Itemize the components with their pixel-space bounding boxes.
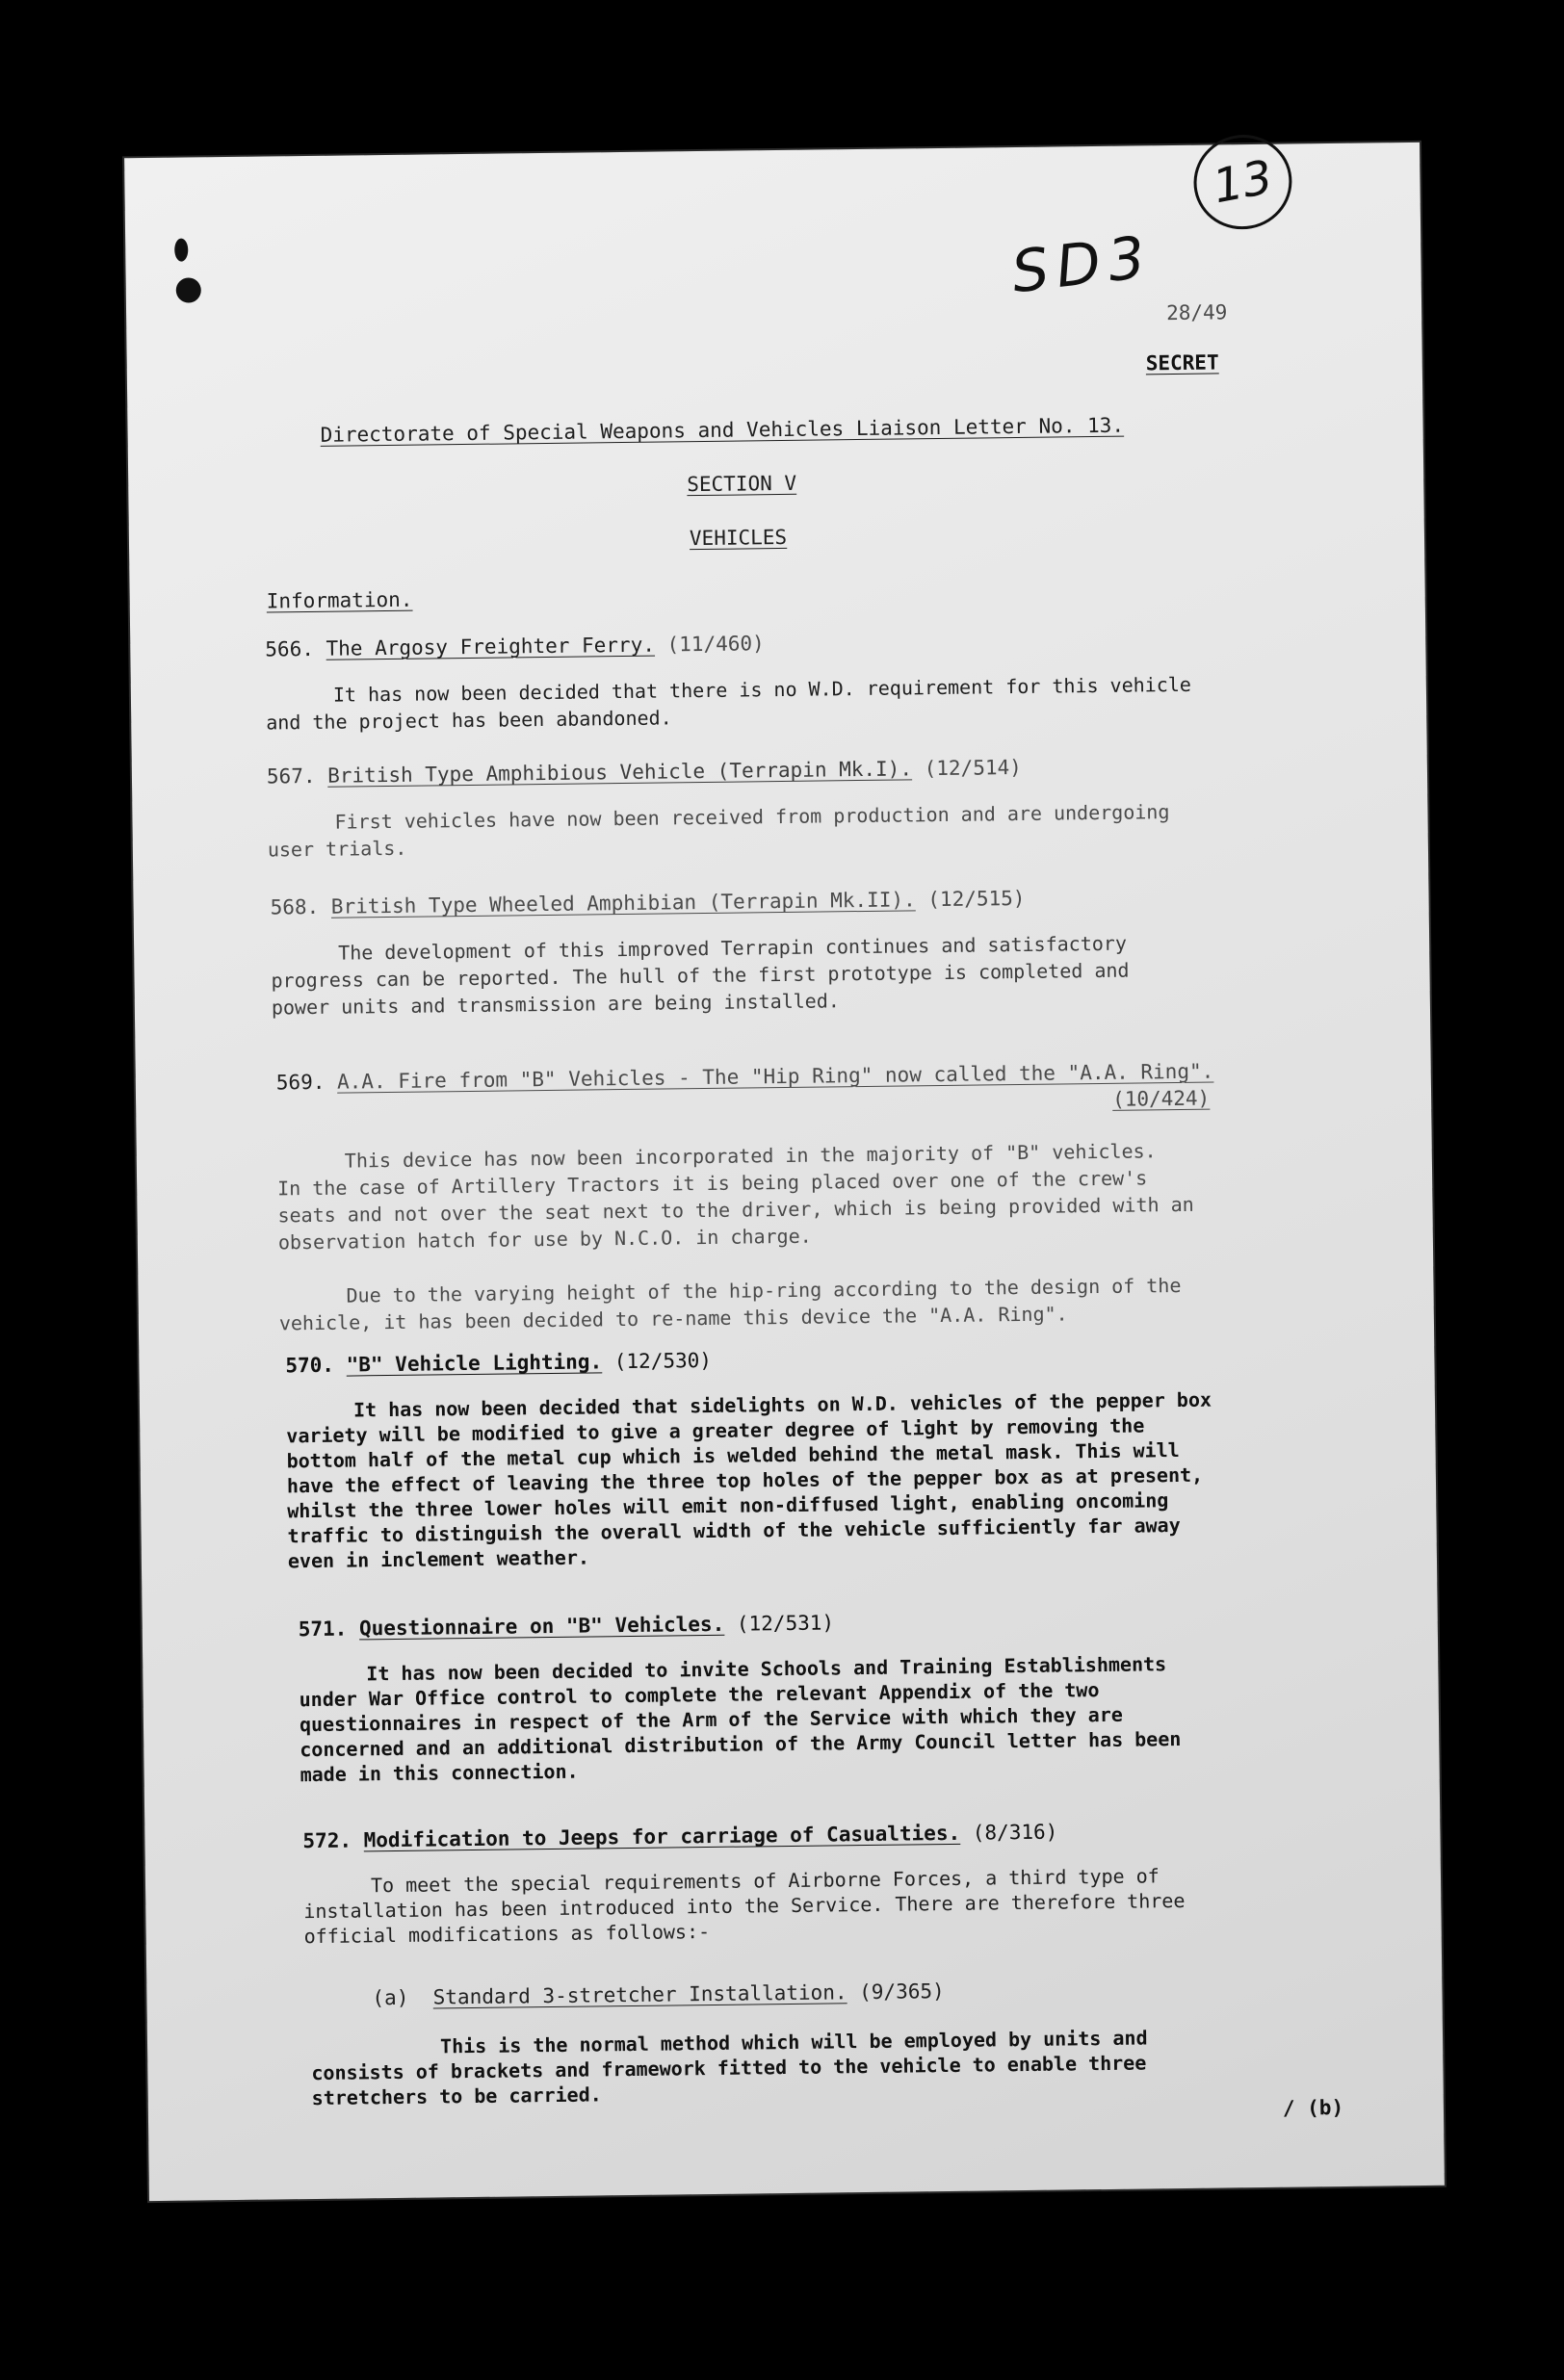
para-line: First vehicles have now been received from production and are undergoing (334, 800, 1170, 834)
item-ref: (10/424) (1111, 1086, 1211, 1111)
item-ref: (12/515) (927, 886, 1026, 912)
para-line: concerned and an additional distribution of the Army Council letter has been (300, 1727, 1182, 1762)
item-568 (270, 886, 1130, 1022)
para-line: bottom half of the metal cup which is welded behind the metal mask. This will (286, 1438, 1180, 1473)
subitem-ref: (9/365) (859, 1979, 945, 2005)
para-line: observation hatch for use by N.C.O. in charge. (277, 1224, 812, 1255)
item-572 (302, 1819, 1186, 1949)
item-567 (267, 754, 1170, 863)
item-569 (276, 1060, 1217, 1337)
para-line: consists of brackets and framework fitted to the vehicle to enable three (311, 2051, 1147, 2085)
para-line: even in inclement weather. (287, 1545, 590, 1573)
item-title: Questionnaire on "B" Vehicles. (358, 1612, 725, 1641)
item-number: 566. (265, 636, 315, 661)
reference-number: 28/49 (1165, 300, 1228, 325)
page-number-circle (1186, 126, 1299, 237)
item-number: 572. (302, 1828, 352, 1853)
item-title: The Argosy Freighter Ferry. (326, 633, 656, 660)
para-line: power units and transmission are being installed. (271, 989, 840, 1020)
page-number: 13 (1209, 149, 1277, 215)
para-line: This is the normal method which will be employed by units and (439, 2026, 1148, 2058)
continuation-marker: / (b) (1282, 2095, 1344, 2120)
para-line: It has now been decided that sidelights on W.D. vehicles of the pepper box (352, 1387, 1212, 1422)
item-ref: (12/531) (736, 1611, 835, 1636)
subject-heading: VEHICLES (689, 525, 788, 551)
subitem-label: (a) (372, 1985, 409, 2010)
item-number: 568. (270, 894, 320, 919)
classification: SECRET (1145, 350, 1219, 375)
punch-hole-mark (164, 234, 213, 312)
para-line: installation has been introduced into the Service. There are therefore three (303, 1888, 1186, 1924)
section-heading: SECTION V (687, 471, 797, 497)
para-line: In the case of Artillery Tractors it is being placed over one of the crew's (277, 1166, 1148, 1201)
para-line: whilst the three lower holes will emit non-diffused light, enabling oncoming (287, 1488, 1169, 1523)
item-570 (285, 1343, 1213, 1574)
item-title: British Type Wheeled Amphibian (Terrapin Mk.II). (330, 888, 916, 918)
para-line: It has now been decided that there is no W.D. requirement for this vehicle (332, 672, 1192, 707)
para-line: and the project has been abandoned. (266, 706, 672, 735)
item-ref: (8/316) (972, 1820, 1058, 1845)
para-line: vehicle, it has been decided to re-name this device the "A.A. Ring". (278, 1302, 1068, 1335)
item-566 (265, 627, 1191, 737)
para-line: have the effect of leaving the three top holes of the pepper box as at present, (286, 1462, 1204, 1498)
para-line: Due to the varying height of the hip-ring according to the design of the (346, 1273, 1182, 1307)
para-line: seats and not over the seat next to the driver, which is being provided with an (277, 1192, 1194, 1228)
para-line: It has now been decided to invite Schools and Training Establishments (366, 1652, 1167, 1686)
document-page (124, 142, 1445, 2201)
item-title: British Type Amphibious Vehicle (Terrapin Mk.I). (327, 757, 913, 788)
para-line: variety will be modified to give a greater degree of light by removing the (286, 1413, 1145, 1448)
item-number: 571. (298, 1617, 348, 1642)
para-line: under War Office control to complete the relevant Appendix of the two (299, 1678, 1100, 1712)
item-571 (299, 1607, 1182, 1787)
para-line: The development of this improved Terrapin continues and satisfactory (338, 931, 1128, 965)
subitem-a (311, 1977, 1148, 2110)
item-number: 569. (275, 1070, 326, 1095)
para-line: official modifications as follows:- (303, 1920, 711, 1949)
item-title: A.A. Fire from "B" Vehicles - The "Hip Ring" now called the "A.A. Ring". (336, 1059, 1214, 1094)
para-line: stretchers to be carried. (311, 2082, 602, 2110)
para-line: questionnaires in respect of the Arm of the Service with which they are (299, 1702, 1123, 1737)
para-line: traffic to distinguish the overall width of the vehicle sufficiently far away (287, 1513, 1181, 1548)
item-ref: (12/514) (924, 755, 1022, 781)
para-line: This device has now been incorporated in the majority of "B" vehicles. (344, 1139, 1157, 1173)
para-line: progress can be reported. The hull of the first prototype is completed and (271, 958, 1130, 993)
item-title: "B" Vehicle Lighting. (346, 1350, 603, 1377)
item-number: 567. (266, 763, 316, 789)
para-line: made in this connection. (300, 1759, 579, 1787)
subitem-title: Standard 3-stretcher Installation. (432, 1980, 847, 2009)
item-ref: (12/530) (613, 1348, 713, 1374)
para-line: To meet the special requirements of Airborne Forces, a third type of (370, 1864, 1160, 1898)
document-title: Directorate of Special Weapons and Vehicles Liaison Letter No. 13. (320, 413, 1125, 447)
item-ref: (11/460) (666, 632, 765, 657)
handwritten-code: SD3 (1007, 222, 1157, 307)
information-heading: Information. (266, 587, 413, 613)
item-title: Modification to Jeeps for carriage of Casualties. (363, 1821, 961, 1852)
item-number: 570. (285, 1353, 335, 1378)
para-line: user trials. (267, 836, 407, 862)
